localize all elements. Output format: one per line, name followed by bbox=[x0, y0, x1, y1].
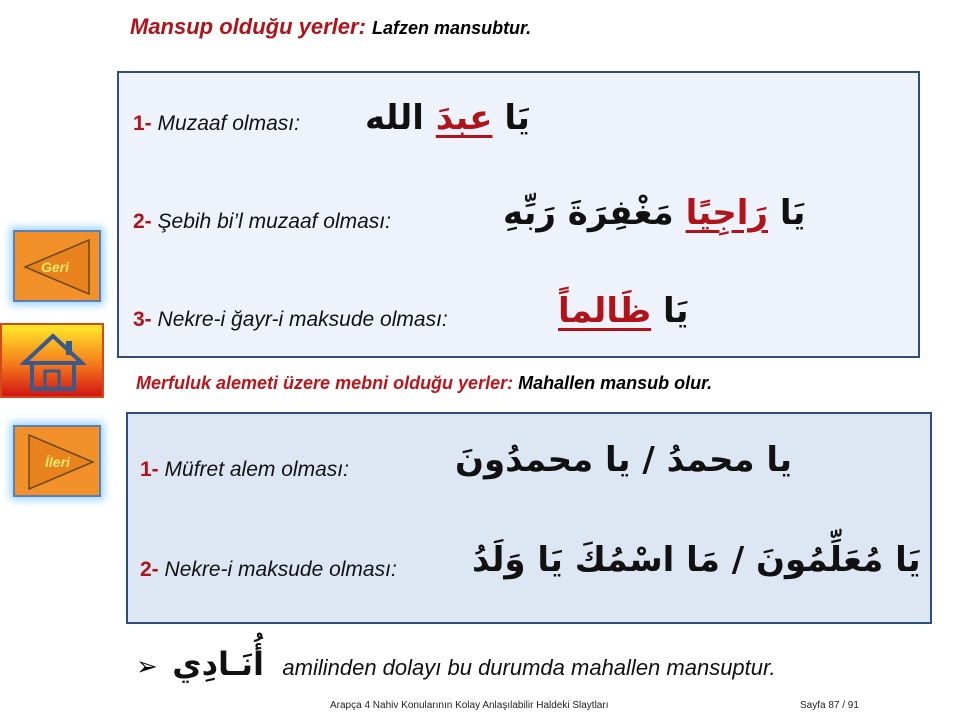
s1-row1-text: Muzaaf olması: bbox=[157, 112, 300, 135]
s1-row1-num: 1- bbox=[133, 112, 152, 135]
title-lead: Mansup olduğu yerler: bbox=[130, 14, 366, 39]
s2-row1-num: 1- bbox=[140, 458, 159, 481]
s2-row1-text: Müfret alem olması: bbox=[164, 458, 349, 481]
bottom-note bbox=[136, 645, 776, 683]
title-tail: Lafzen mansubtur. bbox=[372, 18, 532, 38]
s1-row3-num: 3- bbox=[133, 308, 152, 331]
s1-row1-arabic bbox=[365, 98, 530, 138]
s1-row2-ar-pre: يَا bbox=[779, 193, 806, 233]
footer-page-number: Sayfa 87 / 91 bbox=[800, 700, 859, 711]
s1-row3-ar-pre: يَا bbox=[662, 291, 689, 331]
s1-row3-text: Nekre-i ğayr-i maksude olması: bbox=[157, 308, 448, 331]
s2-row1-label bbox=[140, 458, 349, 482]
footer-book-title: Arapça 4 Nahiv Konularının Kolay Anlaşılabilir Haldeki Slaytları bbox=[330, 700, 609, 711]
s1-row1-ar-hl: عبدَ bbox=[435, 98, 493, 138]
s1-row1-ar-pre: يَا bbox=[504, 98, 530, 138]
s1-row2-num: 2- bbox=[133, 210, 152, 233]
s1-row2-ar-hl: رَاجِيًا bbox=[685, 193, 768, 233]
bottom-text: amilinden dolayı bu durumda mahallen mansuptur. bbox=[282, 655, 776, 680]
s1-row1-ar-post: الله bbox=[365, 98, 424, 138]
home-icon bbox=[20, 333, 86, 391]
home-button[interactable] bbox=[0, 323, 104, 398]
s1-row1-label bbox=[133, 112, 300, 136]
page-title bbox=[130, 14, 531, 40]
s2-row2-label bbox=[140, 558, 397, 582]
subheading-lead: Merfuluk alemeti üzere mebni olduğu yerler: bbox=[136, 373, 514, 393]
next-button-label: İleri bbox=[45, 454, 70, 470]
s1-row2-text: Şebih bi’l muzaaf olması: bbox=[157, 210, 391, 233]
s1-row3-arabic bbox=[558, 291, 689, 331]
next-button[interactable] bbox=[13, 425, 101, 497]
s2-row2-num: 2- bbox=[140, 558, 159, 581]
back-button[interactable] bbox=[13, 230, 101, 302]
s1-row3-label bbox=[133, 308, 448, 332]
back-button-label: Geri bbox=[41, 259, 70, 275]
subheading bbox=[136, 373, 712, 394]
s1-row3-ar-hl: ظَالماً bbox=[558, 291, 652, 331]
s1-row2-ar-post: مَغْفِرَةَ رَبِّهِ bbox=[503, 193, 674, 233]
subheading-tail: Mahallen mansub olur. bbox=[518, 373, 713, 393]
s1-row2-arabic bbox=[503, 193, 805, 233]
s1-row2-label bbox=[133, 210, 391, 234]
bottom-arabic: أُنَـادِي bbox=[172, 645, 264, 683]
bullet-arrow-icon: ➢ bbox=[136, 651, 158, 681]
s2-row1-arabic: يا محمدُ / يا محمدُونَ bbox=[455, 440, 792, 480]
s2-row2-arabic: يَا مُعَلِّمُونَ / مَا اسْمُكَ يَا وَلَدُ bbox=[472, 540, 921, 580]
s2-row2-text: Nekre-i maksude olması: bbox=[164, 558, 397, 581]
